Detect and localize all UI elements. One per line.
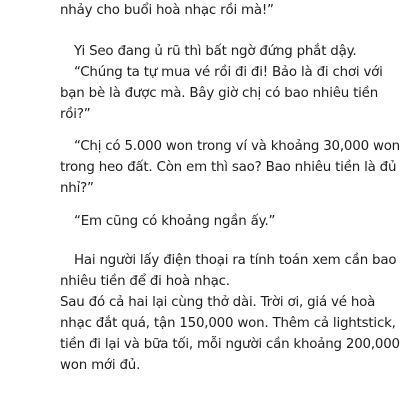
text-line-1: nhảy cho buổi hoà nhạc rồi mà!” (60, 3, 274, 18)
text-line-4: bạn bè là được mà. Bây giờ chị có bao nhiêu tiền (60, 86, 378, 101)
text-line-5: rồi?” (60, 107, 91, 122)
text-line-13: nhạc đắt quá, tận 150,000 won. Thêm cả lightstick, (60, 316, 396, 331)
text-line-15: won mới đủ. (60, 358, 141, 373)
text-line-7: trong heo đất. Còn em thì sao? Bao nhiêu tiền là đủ (60, 160, 397, 175)
text-line-2: Yi Seo đang ủ rũ thì bất ngờ đứng phắt dậy. (74, 44, 357, 59)
text-line-10: Hai người lấy điện thoại ra tính toán xem cần bao (74, 253, 397, 268)
text-line-6: “Chị có 5.000 won trong ví và khoảng 30,000 won (74, 139, 400, 154)
text-line-14: tiền đi lại và bữa tối, mỗi người cần khoảng 200,000 (60, 337, 400, 352)
text-line-11: nhiêu tiền để đi hoà nhạc. (60, 274, 230, 289)
text-line-8: nhỉ?” (60, 181, 94, 196)
text-line-9: “Em cũng có khoảng ngần ấy.” (74, 214, 276, 229)
text-line-12: Sau đó cả hai lại cùng thở dài. Trời ơi, giá vé hoà (60, 295, 376, 310)
text-line-3: “Chúng ta tự mua vé rồi đi đi! Bảo là đi chơi với (74, 65, 383, 80)
